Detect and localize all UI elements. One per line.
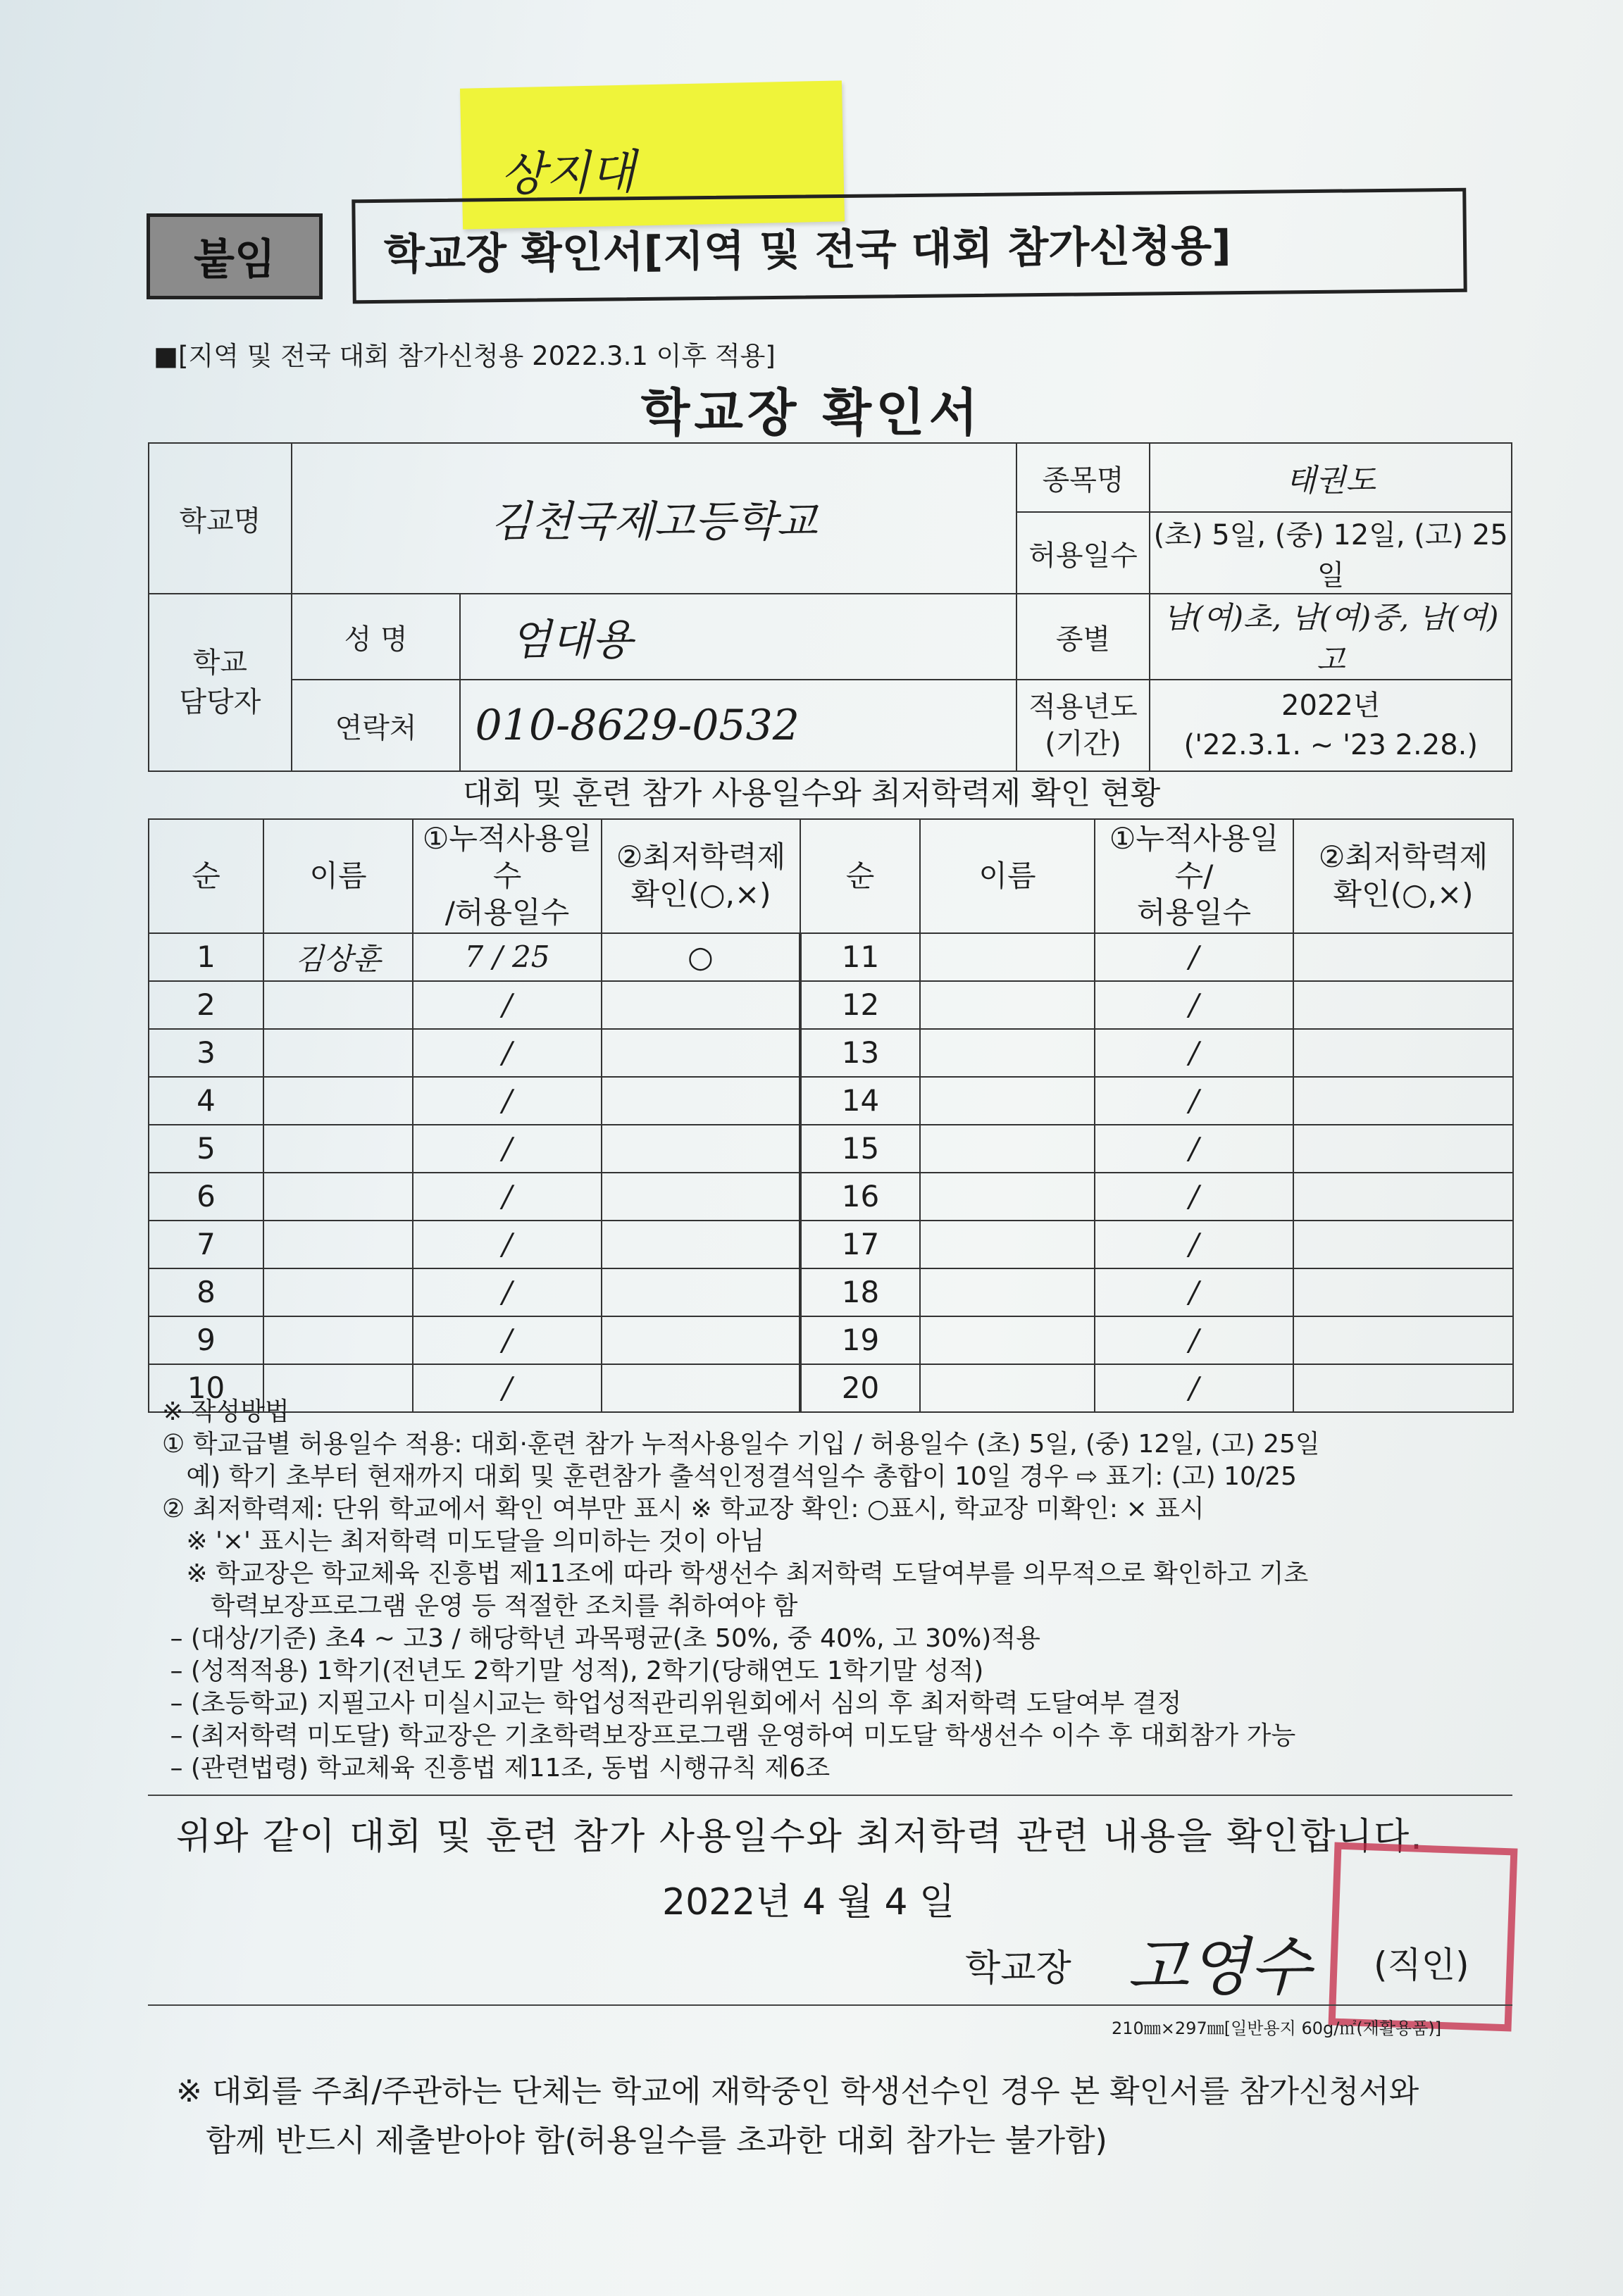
instruction-line: ② 최저학력제: 단위 학교에서 확인 여부만 표시 ※ 학교장 확인: ○표시, 학교장 미확인: × 표시 <box>162 1495 1205 1523</box>
instruction-line: 예) 학기 초부터 현재까지 대회 및 훈련참가 출석인정결석일수 총합이 10일 경우 ⇨ 표기: (고) 10/25 <box>162 1462 1297 1491</box>
row-no-left: 1 <box>149 933 263 981</box>
row-days-right[interactable]: / <box>1095 933 1293 981</box>
status-table <box>148 818 1514 1413</box>
row-check-right[interactable] <box>1293 1221 1513 1268</box>
row-check-left[interactable] <box>602 981 800 1029</box>
row-name-right[interactable] <box>920 1173 1095 1221</box>
row-no-left: 6 <box>149 1173 263 1221</box>
row-no-right: 13 <box>800 1029 920 1077</box>
row-check-left[interactable]: ○ <box>602 933 800 981</box>
school-name-value[interactable]: 김천국제고등학교 <box>292 443 1016 594</box>
row-no-right: 16 <box>800 1173 920 1221</box>
status-row <box>149 981 1513 1029</box>
row-no-right: 17 <box>800 1221 920 1268</box>
bottom-divider <box>148 2004 1512 2006</box>
row-name-left[interactable] <box>263 981 413 1029</box>
row-name-right[interactable] <box>920 1268 1095 1316</box>
row-days-left[interactable]: / <box>413 1077 602 1125</box>
row-check-left[interactable] <box>602 1173 800 1221</box>
contact-value[interactable]: 010-8629-0532 <box>460 680 1016 771</box>
staff-name-value[interactable]: 엄대용 <box>460 594 1016 680</box>
gender-value[interactable]: 남(여)초, 남(여)중, 남(여)고 <box>1150 594 1512 680</box>
row-no-left: 3 <box>149 1029 263 1077</box>
header-days-left: ①누적사용일수 /허용일수 <box>413 819 602 933</box>
row-check-right[interactable] <box>1293 1029 1513 1077</box>
row-no-right: 18 <box>800 1268 920 1316</box>
row-name-right[interactable] <box>920 1077 1095 1125</box>
row-days-right[interactable]: / <box>1095 1268 1293 1316</box>
gender-label: 종별 <box>1016 594 1150 680</box>
seal-suffix: (직인) <box>1374 1945 1469 1985</box>
instruction-line: 학력보장프로그램 운영 등 적절한 조치를 취하여야 함 <box>162 1592 798 1621</box>
row-no-left: 7 <box>149 1221 263 1268</box>
period-value: ('22.3.1. ~ '23 2.28.) <box>1183 729 1478 761</box>
annex-badge: 붙임 <box>147 213 323 299</box>
instruction-line: ※ 학교장은 학교체육 진흥법 제11조에 따라 학생선수 최저학력 도달여부를 의무적으로 확인하고 기초 <box>162 1559 1309 1588</box>
issue-date[interactable]: 2022년 4 월 4 일 <box>662 1881 955 1923</box>
row-check-right[interactable] <box>1293 1268 1513 1316</box>
row-no-right: 20 <box>800 1364 920 1412</box>
row-days-right[interactable]: / <box>1095 1077 1293 1125</box>
row-check-right[interactable] <box>1293 1077 1513 1125</box>
row-days-right[interactable]: / <box>1095 1125 1293 1173</box>
row-days-right[interactable]: / <box>1095 981 1293 1029</box>
row-no-right: 11 <box>800 933 920 981</box>
row-name-left[interactable] <box>263 1029 413 1077</box>
applicability-note: ■[지역 및 전국 대회 참가신청용 2022.3.1 이후 적용] <box>154 341 776 371</box>
row-days-right[interactable]: / <box>1095 1173 1293 1221</box>
staff-label: 학교 담당자 <box>149 594 292 771</box>
row-check-left[interactable] <box>602 1125 800 1173</box>
row-name-right[interactable] <box>920 1125 1095 1173</box>
instruction-line: – (최저학력 미도달) 학교장은 기초학력보장프로그램 운영하여 미도달 학생선수 이수 후 대회참가 가능 <box>162 1721 1296 1750</box>
row-name-left[interactable] <box>263 1316 413 1364</box>
school-info-table <box>148 442 1512 772</box>
sport-value: 태권도 <box>1150 443 1512 512</box>
row-days-left[interactable]: / <box>413 1125 602 1173</box>
row-days-left[interactable]: / <box>413 1173 602 1221</box>
allowed-days-label: 허용일수 <box>1016 512 1150 594</box>
status-row <box>149 1029 1513 1077</box>
row-days-right[interactable]: / <box>1095 1316 1293 1364</box>
row-name-left[interactable] <box>263 1221 413 1268</box>
allowed-days-value: (초) 5일, (중) 12일, (고) 25일 <box>1150 512 1512 594</box>
header-no-left: 순 <box>149 819 263 933</box>
row-check-left[interactable] <box>602 1268 800 1316</box>
instruction-line: – (관련법령) 학교체육 진흥법 제11조, 동법 시행규칙 제6조 <box>162 1754 831 1783</box>
row-name-left[interactable]: 김상훈 <box>263 933 413 981</box>
row-days-right[interactable]: / <box>1095 1364 1293 1412</box>
sport-label: 종목명 <box>1016 443 1150 512</box>
row-days-right[interactable]: / <box>1095 1221 1293 1268</box>
header-days-right: ①누적사용일수/ 허용일수 <box>1095 819 1293 933</box>
year-value: 2022년 <box>1281 690 1381 722</box>
status-row <box>149 1268 1513 1316</box>
paper-spec: 210㎜×297㎜[일반용지 60g/㎡(재활용품)] <box>1112 2019 1442 2038</box>
row-name-right[interactable] <box>920 1221 1095 1268</box>
row-name-right[interactable] <box>920 1029 1095 1077</box>
staff-name-label: 성 명 <box>292 594 461 680</box>
row-check-left[interactable] <box>602 1316 800 1364</box>
document-title: 학교장 확인서 <box>640 383 983 442</box>
row-no-right: 15 <box>800 1125 920 1173</box>
row-check-left[interactable] <box>602 1077 800 1125</box>
header-name-left: 이름 <box>263 819 413 933</box>
row-check-right[interactable] <box>1293 1316 1513 1364</box>
row-no-right: 19 <box>800 1316 920 1364</box>
row-days-left[interactable]: / <box>413 981 602 1029</box>
row-no-right: 12 <box>800 981 920 1029</box>
writing-instructions <box>162 1396 1515 1785</box>
row-no-right: 14 <box>800 1077 920 1125</box>
status-row <box>149 933 1513 981</box>
row-no-left: 8 <box>149 1268 263 1316</box>
row-no-left: 5 <box>149 1125 263 1173</box>
row-name-left[interactable] <box>263 1173 413 1221</box>
row-days-left[interactable]: / <box>413 1316 602 1364</box>
instruction-line: – (대상/기준) 초4 ~ 고3 / 해당학년 과목평균(초 50%, 중 40%, 고 30%)적용 <box>162 1624 1040 1653</box>
row-check-right[interactable] <box>1293 1125 1513 1173</box>
header-academic-right: ②최저학력제 확인(○,×) <box>1293 819 1513 933</box>
row-name-right[interactable] <box>920 1316 1095 1364</box>
footnote-line-2: 함께 반드시 제출받아야 함(허용일수를 초과한 대회 참가는 불가함) <box>176 2123 1107 2159</box>
status-row <box>149 1316 1513 1364</box>
status-title: 대회 및 훈련 참가 사용일수와 최저학력제 확인 현황 <box>462 775 1161 811</box>
year-cell <box>1150 680 1512 771</box>
row-days-left[interactable]: / <box>413 1364 602 1412</box>
row-days-right[interactable]: / <box>1095 1029 1293 1077</box>
sticky-note-text: 상지대 <box>499 144 636 202</box>
row-name-right[interactable] <box>920 981 1095 1029</box>
year-label: 적용년도 (기간) <box>1016 680 1150 771</box>
row-check-left[interactable] <box>602 1221 800 1268</box>
instruction-line: ① 학교급별 허용일수 적용: 대회·훈련 참가 누적사용일수 기입 / 허용일수 (초) 5일, (중) 12일, (고) 25일 <box>162 1430 1320 1459</box>
row-no-left: 4 <box>149 1077 263 1125</box>
instruction-line: ※ '×' 표시는 최저학력 미도달을 의미하는 것이 아님 <box>162 1527 765 1556</box>
header-no-right: 순 <box>800 819 920 933</box>
principal-signature: 고영수 <box>1127 1930 1311 2004</box>
header-title: 학교장 확인서[지역 및 전국 대회 참가신청용] <box>352 188 1467 304</box>
row-name-left[interactable] <box>263 1125 413 1173</box>
status-row <box>149 1221 1513 1268</box>
contact-label: 연락처 <box>292 680 461 771</box>
row-name-left[interactable] <box>263 1077 413 1125</box>
principal-label: 학교장 <box>965 1947 1071 1990</box>
footnote <box>176 2067 1419 2166</box>
instruction-line: – (성적적용) 1학기(전년도 2학기말 성적), 2학기(당해연도 1학기말 성적) <box>162 1657 984 1685</box>
status-row <box>149 1125 1513 1173</box>
row-days-left[interactable]: 7 / 25 <box>413 933 602 981</box>
row-days-left[interactable]: / <box>413 1221 602 1268</box>
footnote-line-1: ※ 대회를 주최/주관하는 단체는 학교에 재학중인 학생선수인 경우 본 확인서를 참가신청서와 <box>176 2073 1419 2109</box>
row-check-left[interactable] <box>602 1029 800 1077</box>
row-check-right[interactable] <box>1293 933 1513 981</box>
status-row <box>149 1173 1513 1221</box>
row-no-left: 9 <box>149 1316 263 1364</box>
row-days-left[interactable]: / <box>413 1268 602 1316</box>
header-academic-left: ②최저학력제 확인(○,×) <box>602 819 800 933</box>
confirmation-statement: 위와 같이 대회 및 훈련 참가 사용일수와 최저학력 관련 내용을 확인합니다. <box>176 1816 1424 1858</box>
school-name-label: 학교명 <box>149 443 292 594</box>
header-name-right: 이름 <box>920 819 1095 933</box>
row-check-right[interactable] <box>1293 981 1513 1029</box>
row-check-right[interactable] <box>1293 1173 1513 1221</box>
row-name-right[interactable] <box>920 933 1095 981</box>
instruction-line: – (초등학교) 지필고사 미실시교는 학업성적관리위원회에서 심의 후 최저학력 도달여부 결정 <box>162 1689 1182 1718</box>
status-row <box>149 1077 1513 1125</box>
divider <box>148 1795 1512 1796</box>
row-no-left: 10 <box>149 1364 263 1412</box>
row-name-left[interactable] <box>263 1268 413 1316</box>
row-days-left[interactable]: / <box>413 1029 602 1077</box>
instruction-line: ※ 작성방법 <box>162 1397 290 1426</box>
row-no-left: 2 <box>149 981 263 1029</box>
